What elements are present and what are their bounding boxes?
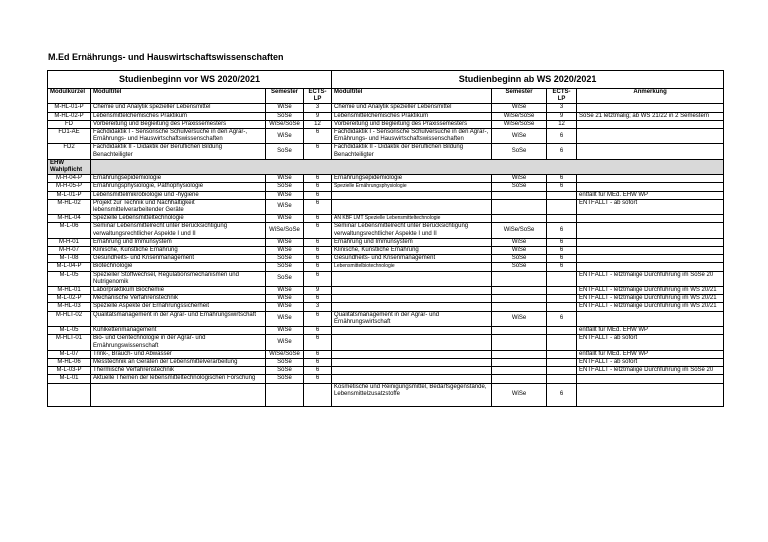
- module-title-new: Chemie und Analytik spezieller Lebensmittel: [332, 104, 492, 112]
- ects-new: [547, 215, 577, 223]
- ects-old: 6: [304, 129, 332, 144]
- semester-old: WiSe: [266, 215, 304, 223]
- semester-old: WiSe: [266, 303, 304, 311]
- module-code: M-L-05: [48, 271, 91, 286]
- semester-new: WiSe: [492, 175, 547, 183]
- table-row: [48, 263, 724, 271]
- ects-old: 6: [304, 327, 332, 335]
- semester-old: WiSe: [266, 327, 304, 335]
- remark: [577, 129, 724, 144]
- semester-new: SoSe: [492, 144, 547, 159]
- table-row: [48, 238, 724, 246]
- section-right-title: Studienbeginn ab WS 2020/2021: [332, 71, 724, 89]
- module-title-old: Klinische, Künstliche Ernährung: [91, 247, 266, 255]
- ects-new: [547, 367, 577, 375]
- semester-old: WiSe: [266, 104, 304, 112]
- semester-old: [266, 383, 304, 406]
- module-title-old: Fachdidaktik I - Sensorische Schulversuche in den Agrar-, Ernährungs- und Hauswirtschaftswissenschaften: [91, 129, 266, 144]
- semester-old: WiSe: [266, 287, 304, 295]
- module-title-new: [332, 335, 492, 350]
- col-header-ects-left: ECTS-LP: [304, 89, 332, 104]
- table-row: [48, 311, 724, 326]
- remark: ENTFÄLLT - ab sofort: [577, 335, 724, 350]
- module-title-old: Chemie und Analytik spezieller Lebensmittel: [91, 104, 266, 112]
- ects-new: 6: [547, 223, 577, 238]
- module-title-new: Spezielle Ernährungsphysiologie: [332, 183, 492, 191]
- ects-new: 9: [547, 112, 577, 120]
- module-title-new: Fachdidaktik I - Sensorische Schulversuche in den Agrar-, Ernährungs- und Hauswirtschaftswissenschaften: [332, 129, 492, 144]
- semester-new: WiSe: [492, 247, 547, 255]
- module-code: M-L-06: [48, 223, 91, 238]
- remark: [577, 375, 724, 383]
- module-title-old: Mechanische Verfahrenstechnik: [91, 295, 266, 303]
- semester-old: WiSe: [266, 311, 304, 326]
- table-row: [48, 104, 724, 112]
- module-code: M-H-04-P: [48, 175, 91, 183]
- ects-new: 6: [547, 383, 577, 406]
- group-label: EHW Wahlpflicht: [48, 159, 91, 174]
- semester-new: [492, 295, 547, 303]
- ects-old: [304, 383, 332, 406]
- remark: [577, 383, 724, 406]
- semester-new: [492, 335, 547, 350]
- group-row: [48, 159, 724, 174]
- module-title-new: [332, 303, 492, 311]
- module-code: M-HL-02-P: [48, 112, 91, 120]
- table-row: [48, 271, 724, 286]
- ects-old: 6: [304, 215, 332, 223]
- semester-old: WiSe: [266, 191, 304, 199]
- ects-new: [547, 335, 577, 350]
- ects-old: 6: [304, 375, 332, 383]
- remark: ENTFÄLLT - letztmalige Durchführung im WS 20/21: [577, 287, 724, 295]
- module-title-new: [332, 327, 492, 335]
- ects-old: 6: [304, 238, 332, 246]
- remark: [577, 120, 724, 128]
- module-title-new: [332, 287, 492, 295]
- ects-new: 6: [547, 263, 577, 271]
- table-row: [48, 112, 724, 120]
- ects-new: [547, 327, 577, 335]
- module-code: M-H-01: [48, 238, 91, 246]
- semester-old: WiSe: [266, 129, 304, 144]
- ects-old: 6: [304, 350, 332, 358]
- module-title-old: Laborpraktikum Biochemie: [91, 287, 266, 295]
- module-code: M-HL-01-P: [48, 104, 91, 112]
- table-row: [48, 191, 724, 199]
- semester-old: WiSe/SoSe: [266, 223, 304, 238]
- ects-old: 6: [304, 223, 332, 238]
- table-row: [48, 129, 724, 144]
- module-title-new: [332, 271, 492, 286]
- remark: [577, 311, 724, 326]
- module-title-old: Spezieller Stoffwechsel, Regulationsmechanismen und Nutrigenomik: [91, 271, 266, 286]
- semester-new: [492, 215, 547, 223]
- col-header-semester-left: Semester: [266, 89, 304, 104]
- remark: [577, 175, 724, 183]
- module-title-new: Seminar Lebensmittelrecht unter Berücksichtigung verwaltungsrechtlicher Aspekte I und II: [332, 223, 492, 238]
- semester-old: SoSe: [266, 183, 304, 191]
- remark: ENTFÄLLT - letztmalige Durchführung im SoSe 20: [577, 367, 724, 375]
- ects-new: [547, 287, 577, 295]
- ects-old: 9: [304, 287, 332, 295]
- module-code: M-HLT-02: [48, 311, 91, 326]
- remark: ENTFÄLLT - letztmalige Durchführung im WS 20/21: [577, 295, 724, 303]
- ects-new: [547, 191, 577, 199]
- module-title-old: Lebensmittelmikrobiologie und -hygiene: [91, 191, 266, 199]
- module-code: FD1-AE: [48, 129, 91, 144]
- ects-new: 12: [547, 120, 577, 128]
- ects-new: 6: [547, 238, 577, 246]
- module-title-new: Kosmetische und Reinigungsmittel, Bedarfsgegenstände, Lebensmittelzusatzstoffe: [332, 383, 492, 406]
- module-title-old: Gesundheits- und Krisenmanagement: [91, 255, 266, 263]
- module-title-new: [332, 191, 492, 199]
- module-title-new: Ernährungsepidemiologie: [332, 175, 492, 183]
- module-title-old: Vorbereitung und Begleitung des Praxissemesters: [91, 120, 266, 128]
- ects-old: 6: [304, 247, 332, 255]
- semester-new: WiSe/SoSe: [492, 223, 547, 238]
- semester-new: WiSe: [492, 311, 547, 326]
- semester-new: [492, 358, 547, 366]
- semester-new: WiSe/SoSe: [492, 120, 547, 128]
- module-code: M-HL-03: [48, 303, 91, 311]
- table-row: [48, 215, 724, 223]
- module-title-old: Ernährungsphysiologie, Pathophysiologie: [91, 183, 266, 191]
- module-code: M-HL-06: [48, 358, 91, 366]
- table-row: [48, 367, 724, 375]
- module-code: M-L-03-P: [48, 367, 91, 375]
- module-code: M-L-02-P: [48, 295, 91, 303]
- ects-old: 6: [304, 183, 332, 191]
- ects-old: 12: [304, 120, 332, 128]
- module-title-old: Trink-, Brauch- und Abwasser: [91, 350, 266, 358]
- ects-new: [547, 375, 577, 383]
- module-title-old: Projekt zur Technik und Nachhaltigkeit lebensmittelverarbeitender Geräte: [91, 199, 266, 214]
- table-row: [48, 383, 724, 406]
- ects-new: 6: [547, 129, 577, 144]
- module-code: M-L-04-P: [48, 263, 91, 271]
- module-title-old: Ernährung und Immunsystem: [91, 238, 266, 246]
- ects-old: 3: [304, 104, 332, 112]
- module-title-new: [332, 295, 492, 303]
- remark: [577, 223, 724, 238]
- ects-old: 3: [304, 303, 332, 311]
- table-row: [48, 144, 724, 159]
- table-row: [48, 255, 724, 263]
- remark: [577, 238, 724, 246]
- page-title: M.Ed Ernährungs- und Hauswirtschaftswissenschaften: [48, 52, 284, 62]
- ects-new: [547, 350, 577, 358]
- ects-new: [547, 303, 577, 311]
- remark: [577, 247, 724, 255]
- table-row: [48, 358, 724, 366]
- module-code: M-H-05-P: [48, 183, 91, 191]
- module-title-new: Lebensmittelbiotechnologie: [332, 263, 492, 271]
- remark: ENTFÄLLT - ab sofort: [577, 199, 724, 214]
- table-row: [48, 335, 724, 350]
- module-title-new: AN KBF LMT Spezielle Lebensmitteltechnologie: [332, 215, 492, 223]
- semester-old: WiSe: [266, 238, 304, 246]
- table-row: [48, 199, 724, 214]
- module-title-old: Spezielle Aspekte der Ernährungssicherheit: [91, 303, 266, 311]
- module-title-new: Vorbereitung und Begleitung des Praxissemesters: [332, 120, 492, 128]
- table-row: [48, 303, 724, 311]
- module-code: M-HLT-01: [48, 335, 91, 350]
- module-title-old: Biotechnologie: [91, 263, 266, 271]
- group-filler: [91, 159, 724, 174]
- col-header-titel-left: Modultitel: [91, 89, 266, 104]
- semester-new: WiSe: [492, 238, 547, 246]
- module-title-new: Ernährung und Immunsystem: [332, 238, 492, 246]
- module-code: M-HL-04: [48, 215, 91, 223]
- module-title-old: Seminar Lebensmittelrecht unter Berücksichtigung verwaltungsrechtlicher Aspekte I und II: [91, 223, 266, 238]
- module-title-old: Messtechnik an Geräten der Lebensmittelverarbeitung: [91, 358, 266, 366]
- semester-old: WiSe/SoSe: [266, 120, 304, 128]
- module-title-old: Fachdidaktik II - Didaktik der Beruflichen Bildung Benachteiligter: [91, 144, 266, 159]
- remark: ENTFÄLLT - letztmalige Durchführung im WS 20/21: [577, 303, 724, 311]
- module-title-old: Aktuelle Themen der lebensmitteltechnologischen Forschung: [91, 375, 266, 383]
- module-title-new: [332, 350, 492, 358]
- ects-old: 6: [304, 263, 332, 271]
- module-title-old: Thermische Verfahrenstechnik: [91, 367, 266, 375]
- module-title-old: Spezielle Lebensmitteltechnologie: [91, 215, 266, 223]
- semester-old: SoSe: [266, 358, 304, 366]
- section-left-title: Studienbeginn vor WS 2020/2021: [48, 71, 332, 89]
- ects-new: 3: [547, 104, 577, 112]
- ects-new: 6: [547, 255, 577, 263]
- semester-new: WiSe/SoSe: [492, 112, 547, 120]
- col-header-anmerkung: Anmerkung: [577, 89, 724, 104]
- remark: SoSe 21 letztmalig; ab WS 21/22 in 2 Semestern: [577, 112, 724, 120]
- remark: [577, 263, 724, 271]
- ects-new: 6: [547, 183, 577, 191]
- module-title-new: Lebensmittelchemisches Praktikum: [332, 112, 492, 120]
- ects-old: 6: [304, 255, 332, 263]
- table-row: [48, 183, 724, 191]
- ects-old: 6: [304, 311, 332, 326]
- ects-new: [547, 295, 577, 303]
- remark: [577, 144, 724, 159]
- semester-new: SoSe: [492, 255, 547, 263]
- semester-old: WiSe: [266, 199, 304, 214]
- ects-old: 6: [304, 358, 332, 366]
- semester-new: [492, 287, 547, 295]
- semester-new: WiSe: [492, 129, 547, 144]
- module-code: M-T-08: [48, 255, 91, 263]
- ects-old: 9: [304, 112, 332, 120]
- column-header-row: [48, 89, 724, 104]
- module-title-old: Ernährungsepidemiologie: [91, 175, 266, 183]
- ects-old: 6: [304, 295, 332, 303]
- semester-new: WiSe: [492, 104, 547, 112]
- semester-new: [492, 350, 547, 358]
- module-title-new: [332, 199, 492, 214]
- remark: entfällt für MEd. EHW WP: [577, 191, 724, 199]
- semester-old: WiSe/SoSe: [266, 350, 304, 358]
- semester-old: SoSe: [266, 367, 304, 375]
- ects-new: 6: [547, 311, 577, 326]
- module-title-old: Lebensmittelchemisches Praktikum: [91, 112, 266, 120]
- ects-new: [547, 358, 577, 366]
- semester-old: SoSe: [266, 112, 304, 120]
- table-row: [48, 120, 724, 128]
- semester-new: SoSe: [492, 263, 547, 271]
- module-title-new: [332, 358, 492, 366]
- module-title-new: [332, 367, 492, 375]
- table-row: [48, 287, 724, 295]
- module-title-old: Qualitätsmanagement in der Agrar- und Ernährungswirtschaft: [91, 311, 266, 326]
- remark: ENTFÄLLT - ab sofort: [577, 358, 724, 366]
- ects-new: 6: [547, 144, 577, 159]
- ects-new: 6: [547, 247, 577, 255]
- remark: entfällt für MEd. EHW WP: [577, 327, 724, 335]
- semester-old: WiSe: [266, 335, 304, 350]
- module-code: M-H-07: [48, 247, 91, 255]
- ects-new: 6: [547, 175, 577, 183]
- semester-new: [492, 375, 547, 383]
- semester-old: SoSe: [266, 263, 304, 271]
- module-code: M-HL-02: [48, 199, 91, 214]
- ects-old: 6: [304, 191, 332, 199]
- remark: [577, 255, 724, 263]
- module-title-old: Kühlkettenmanagement: [91, 327, 266, 335]
- col-header-semester-right: Semester: [492, 89, 547, 104]
- semester-old: SoSe: [266, 375, 304, 383]
- col-header-ects-right: ECTS-LP: [547, 89, 577, 104]
- module-title-new: Klinische, Künstliche Ernährung: [332, 247, 492, 255]
- ects-new: [547, 271, 577, 286]
- module-title-old: Bio- und Gentechnologie in der Agrar- und Ernährungswissenschaft: [91, 335, 266, 350]
- col-header-kuerzel: Modulkürzel: [48, 89, 91, 104]
- semester-new: WiSe: [492, 383, 547, 406]
- table-row: [48, 375, 724, 383]
- semester-new: [492, 191, 547, 199]
- table-row: [48, 350, 724, 358]
- module-title-new: Gesundheits- und Krisenmanagement: [332, 255, 492, 263]
- remark: [577, 104, 724, 112]
- module-title-old: [91, 383, 266, 406]
- module-code: M-HL-01: [48, 287, 91, 295]
- col-header-titel-right: Modultitel: [332, 89, 492, 104]
- semester-old: SoSe: [266, 271, 304, 286]
- ects-old: 6: [304, 175, 332, 183]
- module-code: [48, 383, 91, 406]
- semester-old: WiSe: [266, 175, 304, 183]
- ects-new: [547, 199, 577, 214]
- remark: [577, 215, 724, 223]
- section-header-row: [48, 71, 724, 89]
- semester-old: WiSe: [266, 247, 304, 255]
- module-title-new: Fachdidaktik II - Didaktik der Beruflichen Bildung Benachteiligter: [332, 144, 492, 159]
- semester-new: [492, 367, 547, 375]
- semester-new: [492, 199, 547, 214]
- semester-new: [492, 303, 547, 311]
- semester-new: [492, 271, 547, 286]
- module-code: M-L-01-P: [48, 191, 91, 199]
- semester-old: SoSe: [266, 255, 304, 263]
- module-code: M-L-01: [48, 375, 91, 383]
- table-row: [48, 247, 724, 255]
- table-row: [48, 175, 724, 183]
- module-table: [47, 70, 724, 407]
- module-code: M-L-05: [48, 327, 91, 335]
- table-row: [48, 295, 724, 303]
- semester-new: [492, 327, 547, 335]
- ects-old: 6: [304, 335, 332, 350]
- semester-new: SoSe: [492, 183, 547, 191]
- table-row: [48, 223, 724, 238]
- semester-old: SoSe: [266, 144, 304, 159]
- remark: entfällt für MEd. EHW WP: [577, 350, 724, 358]
- module-title-new: [332, 375, 492, 383]
- semester-old: WiSe: [266, 295, 304, 303]
- module-code: FD: [48, 120, 91, 128]
- module-code: M-L-07: [48, 350, 91, 358]
- ects-old: 6: [304, 199, 332, 214]
- module-code: FD2: [48, 144, 91, 159]
- remark: ENTFÄLLT - letztmalige Durchführung im SoSe 20: [577, 271, 724, 286]
- table-row: [48, 327, 724, 335]
- remark: [577, 183, 724, 191]
- ects-old: 6: [304, 144, 332, 159]
- ects-old: 6: [304, 271, 332, 286]
- ects-old: 6: [304, 367, 332, 375]
- module-title-new: Qualitätsmanagement in der Agrar- und Ernährungswirtschaft: [332, 311, 492, 326]
